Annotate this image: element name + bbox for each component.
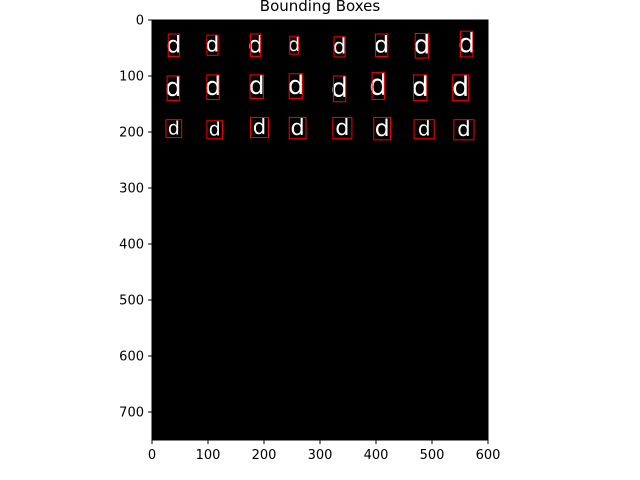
x-tick-label: 500 bbox=[419, 448, 445, 463]
digit-glyph: d bbox=[451, 72, 470, 104]
x-tick-label: 100 bbox=[195, 448, 221, 463]
y-tick-label: 0 bbox=[135, 13, 144, 29]
x-tick-label: 400 bbox=[363, 448, 389, 463]
digit-glyph: d bbox=[287, 70, 305, 101]
digit-glyph: d bbox=[369, 68, 388, 102]
digit-glyph: d bbox=[248, 30, 264, 59]
digit-glyph: d bbox=[290, 114, 305, 141]
digit-glyph: d bbox=[248, 71, 265, 101]
digit-glyph: d bbox=[335, 114, 350, 141]
digit-glyph: d bbox=[167, 118, 180, 140]
x-tick-label: 200 bbox=[251, 448, 277, 463]
chart-title: Bounding Boxes bbox=[259, 0, 381, 15]
y-tick-label: 100 bbox=[119, 69, 144, 85]
digit-glyph: d bbox=[166, 30, 182, 59]
y-tick-label: 300 bbox=[119, 181, 144, 197]
y-tick-label: 500 bbox=[119, 293, 144, 309]
digit-glyph: d bbox=[374, 113, 390, 142]
digit-glyph: d bbox=[288, 34, 301, 56]
digit-glyph: d bbox=[417, 116, 431, 141]
x-tick-label: 300 bbox=[307, 448, 333, 463]
digit-glyph: d bbox=[204, 72, 222, 103]
image-area bbox=[152, 20, 488, 440]
digit-glyph: d bbox=[457, 116, 471, 142]
digit-glyph: d bbox=[413, 30, 431, 61]
x-tick-label: 0 bbox=[147, 448, 157, 463]
digit-glyph: d bbox=[205, 31, 220, 57]
digit-glyph: d bbox=[331, 73, 349, 105]
digit-glyph: d bbox=[208, 119, 221, 141]
y-tick-label: 700 bbox=[119, 405, 144, 421]
y-tick-label: 600 bbox=[119, 349, 144, 365]
digit-glyph: d bbox=[411, 72, 429, 104]
digit-glyph: d bbox=[332, 33, 347, 59]
y-tick-label: 200 bbox=[119, 125, 144, 141]
digit-glyph: d bbox=[374, 30, 390, 59]
digit-glyph: d bbox=[165, 73, 182, 104]
digit-glyph: d bbox=[458, 28, 476, 60]
y-tick-label: 400 bbox=[119, 237, 144, 253]
x-tick-label: 600 bbox=[475, 448, 501, 463]
digit-glyph: d bbox=[252, 113, 267, 139]
